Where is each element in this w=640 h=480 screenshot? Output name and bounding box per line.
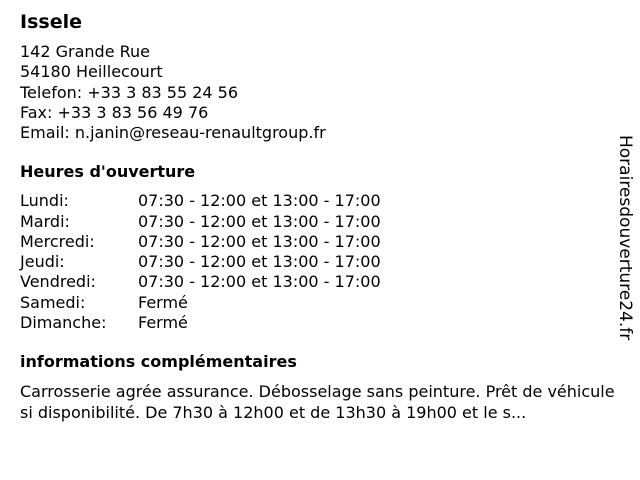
hours-row (20, 272, 615, 292)
additional-info-text: Carrosserie agrée assurance. Débosselage sans peinture. Prêt de véhicule si disponibilité. De 7h30 à 12h00 et de 13h30 à 19h00 et le s... (20, 381, 615, 422)
hours-row (20, 212, 615, 232)
additional-info-heading: informations complémentaires (20, 351, 297, 371)
hours-row (20, 252, 615, 272)
phone-number: Telefon: +33 3 83 55 24 56 (20, 82, 239, 102)
hours-time: 07:30 - 12:00 et 13:00 - 17:00 (138, 252, 381, 272)
address-street: 142 Grande Rue (20, 42, 151, 61)
hours-time: Fermé (138, 292, 188, 312)
hours-day: Samedi: (20, 292, 86, 312)
hours-day: Dimanche: (20, 312, 107, 332)
hours-row (20, 313, 615, 333)
hours-time: 07:30 - 12:00 et 13:00 - 17:00 (138, 191, 381, 211)
hours-time: 07:30 - 12:00 et 13:00 - 17:00 (138, 231, 381, 251)
hours-time: Fermé (138, 312, 188, 332)
hours-time: 07:30 - 12:00 et 13:00 - 17:00 (138, 211, 381, 231)
business-name: Issele (20, 11, 82, 33)
opening-hours-table (20, 191, 615, 332)
site-watermark: Horairesdouverture24.fr (615, 135, 635, 341)
hours-row (20, 232, 615, 252)
opening-hours-heading: Heures d'ouverture (20, 162, 196, 182)
address-block (20, 42, 615, 143)
fax-number: Fax: +33 3 83 56 49 76 (20, 102, 209, 122)
hours-time: 07:30 - 12:00 et 13:00 - 17:00 (138, 272, 381, 292)
hours-day: Mardi: (20, 211, 70, 231)
hours-day: Vendredi: (20, 272, 96, 292)
address-city: 54180 Heillecourt (20, 62, 163, 82)
business-card (20, 10, 615, 423)
email-address: Email: n.janin@reseau-renaultgroup.fr (20, 123, 326, 143)
hours-day: Lundi: (20, 191, 69, 211)
hours-day: Jeudi: (20, 252, 65, 272)
hours-row (20, 293, 615, 313)
hours-day: Mercredi: (20, 231, 95, 251)
hours-row (20, 191, 615, 211)
